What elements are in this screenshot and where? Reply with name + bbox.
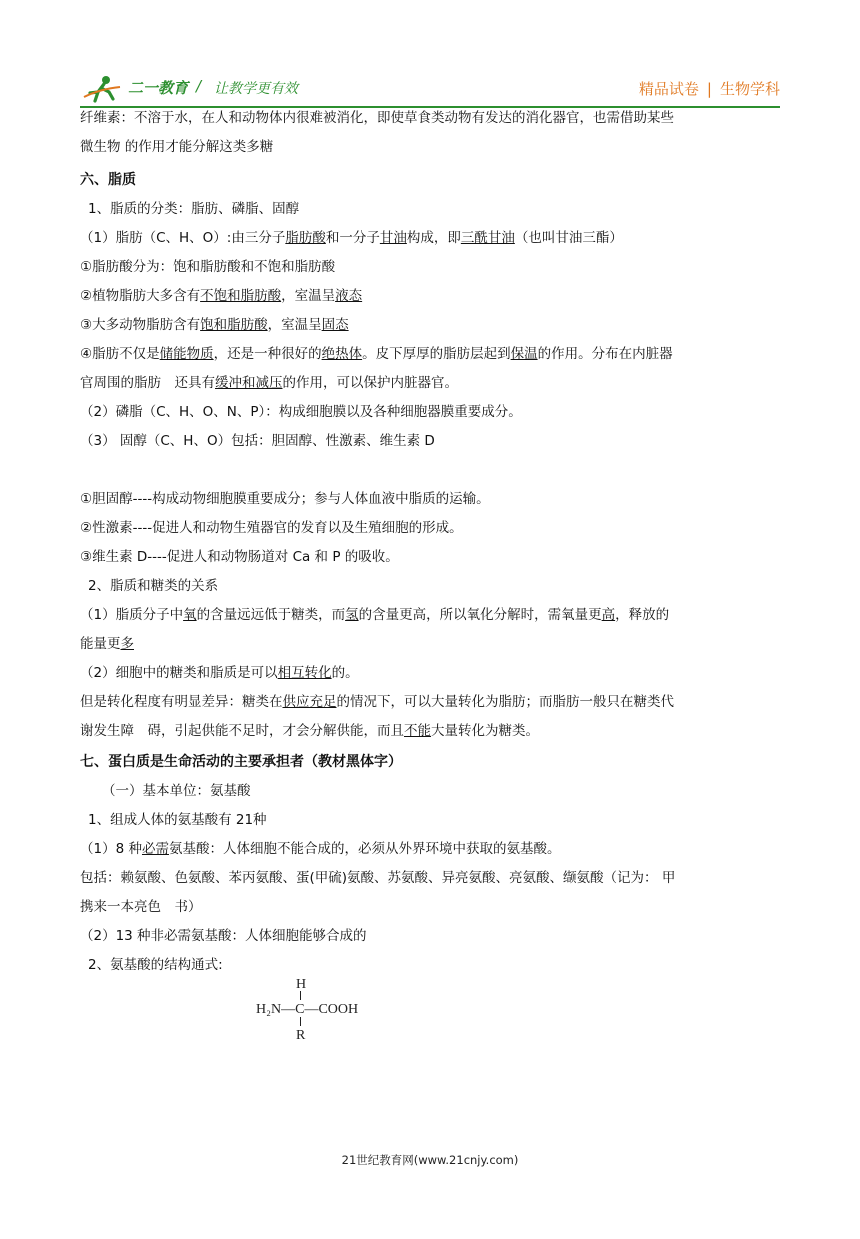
underlined-term: 固态 <box>321 317 349 333</box>
structure-formula-diagram <box>252 976 392 1044</box>
text-line <box>80 951 782 980</box>
text-line <box>80 369 782 398</box>
text-line-part: （1）脂质分子中 <box>80 607 184 623</box>
blank-line <box>80 456 782 485</box>
subject-right: 生物学科 <box>719 80 780 98</box>
text-line <box>80 922 782 951</box>
header-slash: / <box>196 77 202 95</box>
header-slogan: 让教学更有效 <box>214 81 298 97</box>
underlined-term: 甘油 <box>379 230 407 246</box>
text-line-part: 谢发生障 碍，引起供能不足时，才会分解供能，而且 <box>80 723 404 739</box>
text-line-part: 微生物 的作用才能分解这类多糖 <box>80 139 274 155</box>
text-line-part: 的含量更高，所以氧化分解时，需氧量更 <box>358 607 602 623</box>
text-line-part: （一）基本单位：氨基酸 <box>102 783 251 799</box>
text-line-part: 1、组成人体的氨基酸有 21种 <box>88 812 267 828</box>
text-line-part: 纤维素：不溶于水，在人和动物体内很难被消化，即使草食类动物有发达的消化器官，也需借助某些 <box>80 110 674 126</box>
text-line <box>80 427 782 456</box>
text-line-part: （2）13 种非必需氨基酸：人体细胞能够合成的 <box>80 928 367 944</box>
formula-top-atom: H <box>296 977 307 992</box>
text-line-part: 能量更 <box>80 636 121 652</box>
text-line <box>80 688 782 717</box>
document-body <box>80 104 782 1050</box>
page-header <box>78 72 780 106</box>
underlined-term: 氢 <box>345 607 359 623</box>
text-line-part: 但是转化程度有明显差异：糖类在 <box>80 694 283 710</box>
underlined-term: 保温 <box>510 346 538 362</box>
text-line-part: ，释放的 <box>615 607 670 623</box>
text-line-part: 1、脂质的分类：脂肪、磷脂、固醇 <box>88 201 300 217</box>
text-line-part: 的。 <box>331 665 359 681</box>
text-line <box>80 864 782 893</box>
text-line-part: （1）8 种 <box>80 841 142 857</box>
underlined-term: 三酰甘油 <box>460 230 515 246</box>
text-line-part: （2）细胞中的糖类和脂质是可以 <box>80 665 278 681</box>
subject-label <box>639 78 780 99</box>
text-line-part: ，室温呈 <box>267 317 322 333</box>
formula-main-chain: H₂N—C—COOH <box>256 1002 359 1017</box>
text-line-part: （2）磷脂（C、H、O、N、P）：构成细胞膜以及各种细胞器膜重要成分。 <box>80 404 522 420</box>
text-line-part: 的作用。分布在内脏器 <box>537 346 673 362</box>
text-line <box>80 893 782 922</box>
text-line-part: 。皮下厚厚的脂肪层起到 <box>362 346 511 362</box>
section-heading-proteins: 七、蛋白质是生命活动的主要承担者（教材黑体字） <box>80 754 402 770</box>
underlined-term: 相互转化 <box>277 665 332 681</box>
text-line-part: 的含量远远低于糖类，而 <box>196 607 346 623</box>
text-line-part: 的情况下，可以大量转化为脂肪；而脂肪一般只在糖类代 <box>336 694 674 710</box>
page-footer: 21世纪教育网(www.21cnjy.com) <box>341 1153 519 1167</box>
text-line-part: ，室温呈 <box>281 288 336 304</box>
underlined-term: 饱和脂肪酸 <box>200 317 268 333</box>
underlined-term: 储能物质 <box>159 346 214 362</box>
underlined-term: 氧 <box>183 607 197 623</box>
text-line <box>80 659 782 688</box>
text-line-part: （1）脂肪（C、H、O）:由三分子 <box>80 230 286 246</box>
underlined-term: 不能 <box>404 723 431 739</box>
text-line-part: 大量转化为糖类。 <box>431 723 539 739</box>
formula-bottom-group: R <box>296 1028 306 1043</box>
text-line-part: 的作用，可以保护内脏器官。 <box>282 375 458 391</box>
text-line <box>80 835 782 864</box>
text-line-part: （也叫甘油三酯） <box>514 230 623 246</box>
text-line-part: ②植物脂肪大多含有 <box>80 288 201 304</box>
runner-logo-icon <box>82 75 122 103</box>
subject-left: 精品试卷 <box>638 80 699 98</box>
text-line-part: 官周围的脂肪 还具有 <box>80 375 215 391</box>
text-line-part: ③维生素 D----促进人和动物肠道对 Ca 和 P 的吸收。 <box>80 549 399 565</box>
text-line-part: 携来一本亮色 书） <box>80 899 202 915</box>
text-line-part: 构成，即 <box>406 230 461 246</box>
underlined-term: 多 <box>120 636 134 652</box>
text-line <box>80 630 782 659</box>
text-line <box>80 195 782 224</box>
underlined-term: 缓冲和减压 <box>215 375 283 391</box>
text-line-part: ，还是一种很好的 <box>213 346 322 362</box>
text-line-part: ④脂肪不仅是 <box>80 346 160 362</box>
text-line-part: ①脂肪酸分为：饱和脂肪酸和不饱和脂肪酸 <box>80 259 336 275</box>
section-heading-lipids: 六、脂质 <box>80 172 136 188</box>
underlined-term: 必需 <box>141 841 169 857</box>
text-line-part: ①胆固醇----构成动物细胞膜重要成分；参与人体血液中脂质的运输。 <box>80 491 490 507</box>
text-line <box>80 224 782 253</box>
underlined-term: 供应充足 <box>282 694 337 710</box>
amino-acid-structure-formula <box>80 977 782 1050</box>
text-line-part: （3） 固醇（C、H、O）包括：胆固醇、性激素、维生素 D <box>80 433 435 449</box>
text-line <box>80 282 782 311</box>
underlined-term: 不饱和脂肪酸 <box>200 288 282 304</box>
text-line-part: ②性激素----促进人和动物生殖器官的发育以及生殖细胞的形成。 <box>80 520 463 536</box>
text-line <box>80 601 782 630</box>
text-line <box>80 133 782 162</box>
text-line-part: 2、脂质和糖类的关系 <box>88 578 219 594</box>
text-line <box>80 398 782 427</box>
subject-separator: | <box>706 80 712 98</box>
underlined-term: 绝热体 <box>321 346 363 362</box>
text-line-part: 2、氨基酸的结构通式: <box>88 957 223 973</box>
text-line <box>80 485 782 514</box>
text-line <box>80 253 782 282</box>
text-line <box>80 311 782 340</box>
underlined-term: 高 <box>601 607 616 623</box>
text-line <box>80 514 782 543</box>
underlined-term: 脂肪酸 <box>285 230 326 246</box>
text-line <box>80 572 782 601</box>
text-line <box>80 806 782 835</box>
text-line-part: 氨基酸：人体细胞不能合成的，必须从外界环境中获取的氨基酸。 <box>168 841 561 857</box>
text-line-part: 包括：赖氨酸、色氨酸、苯丙氨酸、蛋(甲硫)氨酸、苏氨酸、异亮氨酸、亮氨酸、缬氨酸（记为： 甲 <box>80 870 676 886</box>
underlined-term: 液态 <box>335 288 363 304</box>
text-line <box>80 717 782 746</box>
text-line-part: ③大多动物脂肪含有 <box>80 317 201 333</box>
text-line <box>80 777 782 806</box>
brand-name: 二一教育 <box>128 79 189 97</box>
text-line-part: 和一分子 <box>325 230 380 246</box>
text-line <box>80 104 782 133</box>
text-line <box>80 543 782 572</box>
text-line <box>80 340 782 369</box>
